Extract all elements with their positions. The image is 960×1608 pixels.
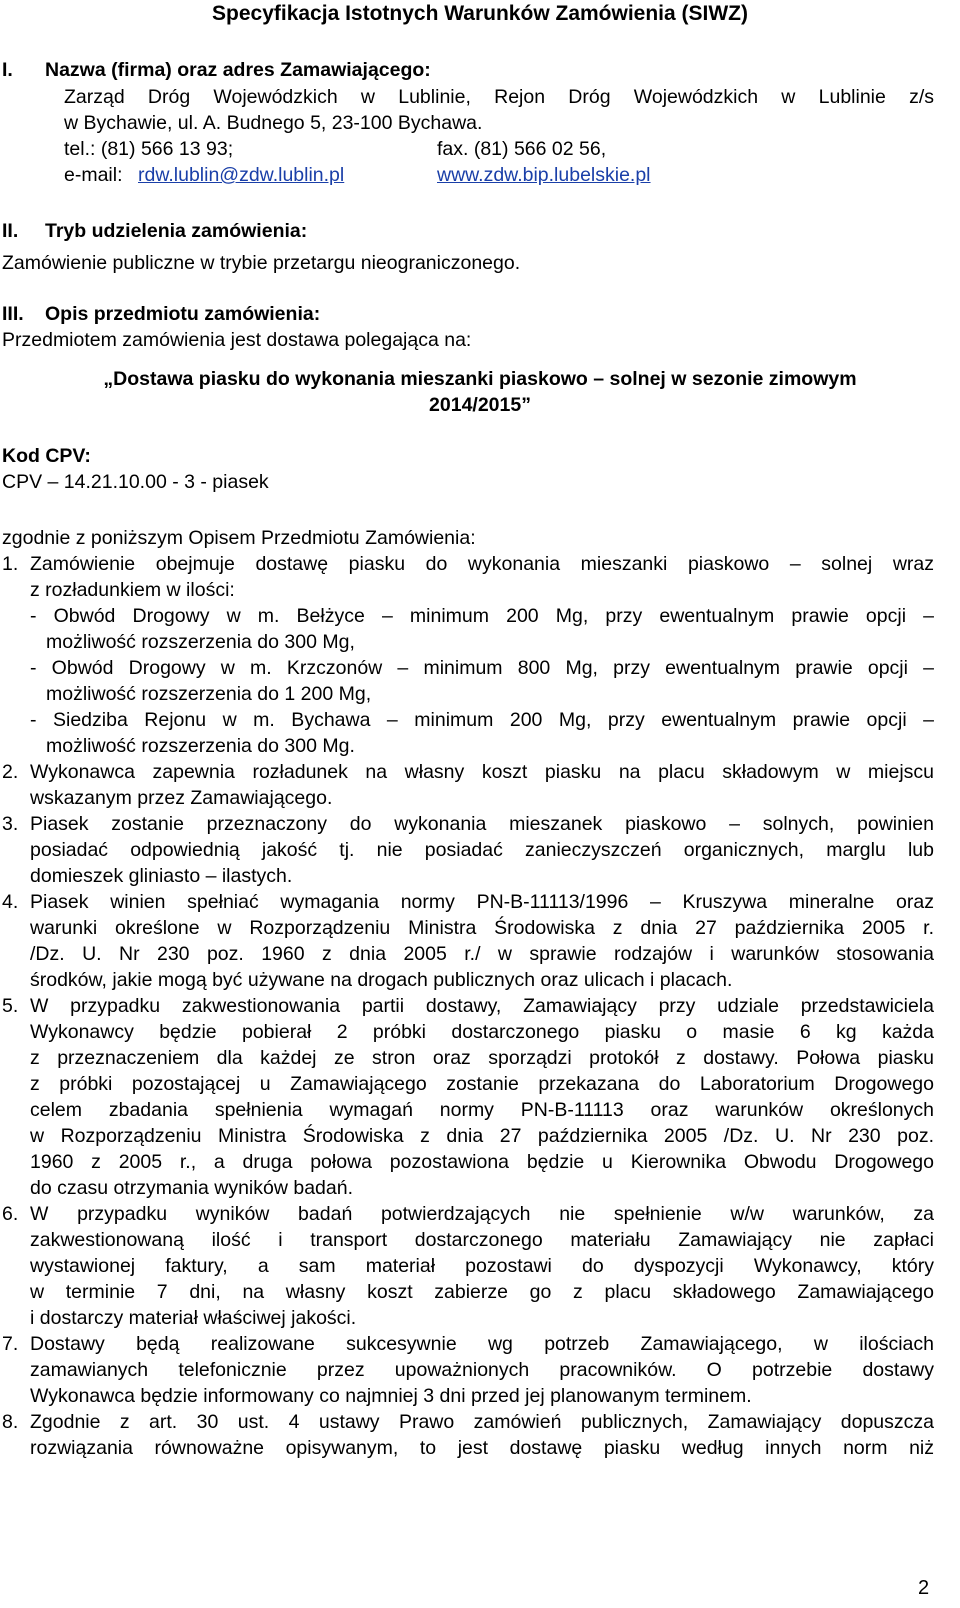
list-item-line: celem zbadania spełnienia wymagań normy PN-B-11113 oraz warunków określonych [30,1099,934,1121]
list-item-line: możliwość rozszerzenia do 300 Mg, [46,631,355,653]
list-item-line: /Dz. U. Nr 230 poz. 1960 z dnia 2005 r./ w sprawie rodzajów i warunków stosowania [30,943,934,965]
section-2-number: II. [2,220,19,242]
subject-title-line-1: „Dostawa piasku do wykonania mieszanki piaskowo – solnej w sezonie zimowym [103,368,857,390]
list-item-line: Wykonawca zapewnia rozładunek na własny koszt piasku na placu składowym w miejscu [30,761,934,783]
list-item-line: Piasek zostanie przeznaczony do wykonania mieszanek piaskowo – solnych, powinien [30,813,934,835]
list-item-number: 7. [2,1333,19,1355]
list-item-line: - Obwód Drogowy w m. Bełżyce – minimum 200 Mg, przy ewentualnym prawie opcji – [30,605,934,627]
section-3-number: III. [2,303,24,325]
list-item-line: - Obwód Drogowy w m. Krzczonów – minimum 800 Mg, przy ewentualnym prawie opcji – [30,657,934,679]
procedure-text: Zamówienie publiczne w trybie przetargu nieograniczonego. [2,252,521,274]
subject-title-line-2: 2014/2015” [429,394,531,416]
list-item-line: - Siedziba Rejonu w m. Bychawa – minimum 200 Mg, przy ewentualnym prawie opcji – [30,709,934,731]
list-item-line: wskazanym przez Zamawiającego. [30,787,333,809]
list-item-line: zakwestionowaną ilość i transport dostarczonego materiału Zamawiający nie zapłaci [30,1229,934,1251]
list-item-number: 6. [2,1203,19,1225]
address-line-2: w Bychawie, ul. A. Budnego 5, 23-100 Bychawa. [64,112,483,134]
fax-number: fax. (81) 566 02 56, [437,138,607,160]
list-item-line: W przypadku wyników badań potwierdzających nie spełnienie w/w warunków, za [30,1203,934,1225]
list-item-line: rozwiązania równoważne opisywanym, to jest dostawę piasku według innych norm niż [30,1437,934,1459]
document-title: Specyfikacja Istotnych Warunków Zamówienia (SIWZ) [212,2,748,25]
phone-number: tel.: (81) 566 13 93; [64,138,234,160]
website-link[interactable]: www.zdw.bip.lubelskie.pl [437,164,651,186]
list-item-line: Piasek winien spełniać wymagania normy PN-B-11113/1996 – Kruszywa mineralne oraz [30,891,934,913]
list-item-number: 3. [2,813,19,835]
list-item-line: z próbki pozostającej u Zamawiającego zostanie przekazana do Laboratorium Drogowego [30,1073,934,1095]
list-item-line: w terminie 7 dni, na własny koszt zabierze go z placu składowego Zamawiającego [30,1281,934,1303]
subject-intro: Przedmiotem zamówienia jest dostawa polegająca na: [2,329,472,351]
list-item-line: Zgodnie z art. 30 ust. 4 ustawy Prawo zamówień publicznych, Zamawiający dopuszcza [30,1411,934,1433]
address-line-1: Zarząd Dróg Wojewódzkich w Lublinie, Rejon Dróg Wojewódzkich w Lublinie z/s [64,86,934,108]
email-link[interactable]: rdw.lublin@zdw.lublin.pl [138,164,345,186]
list-item-number: 1. [2,553,19,575]
list-item-line: posiadać odpowiednią jakość tj. nie posiadać zanieczyszczeń organicznych, marglu lub [30,839,934,861]
list-item-line: możliwość rozszerzenia do 300 Mg. [46,735,355,757]
section-1-heading: Nazwa (firma) oraz adres Zamawiającego: [45,59,431,81]
section-2-heading: Tryb udzielenia zamówienia: [45,220,308,242]
list-item-number: 2. [2,761,19,783]
cpv-label: Kod CPV: [2,445,91,467]
cpv-code: CPV – 14.21.10.00 - 3 - piasek [2,471,269,493]
list-item-line: Dostawy będą realizowane sukcesywnie wg potrzeb Zamawiającego, w ilościach [30,1333,934,1355]
list-item-line: w Rozporządzeniu Ministra Środowiska z dnia 27 października 2005 /Dz. U. Nr 230 poz. [30,1125,934,1147]
list-item-line: W przypadku zakwestionowania partii dostawy, Zamawiający przy udziale przedstawiciela [30,995,934,1017]
section-1-number: I. [2,59,13,81]
list-item-number: 5. [2,995,19,1017]
page-number: 2 [918,1577,930,1599]
section-3-heading: Opis przedmiotu zamówienia: [45,303,321,325]
list-item-line: i dostarczy materiał właściwej jakości. [30,1307,357,1329]
list-item-line: domieszek gliniasto – ilastych. [30,865,293,887]
description-intro: zgodnie z poniższym Opisem Przedmiotu Zamówienia: [2,527,476,549]
list-item-number: 4. [2,891,19,913]
list-item-line: Zamówienie obejmuje dostawę piasku do wykonania mieszanki piaskowo – solnej wraz [30,553,934,575]
list-item-line: Wykonawca będzie informowany co najmniej 3 dni przed jej planowanym terminem. [30,1385,752,1407]
list-item-line: do czasu otrzymania wyników badań. [30,1177,353,1199]
list-item-line: 1960 z 2005 r., a druga połowa pozostawiona będzie u Kierownika Obwodu Drogowego [30,1151,934,1173]
list-item-line: wystawionej faktury, a sam materiał pozostawi do dyspozycji Wykonawcy, który [30,1255,934,1277]
list-item-line: warunki określone w Rozporządzeniu Ministra Środowiska z dnia 27 października 2005 r. [30,917,934,939]
list-item-line: możliwość rozszerzenia do 1 200 Mg, [46,683,372,705]
list-item-line: zamawianych telefonicznie przez upoważnionych pracowników. O potrzebie dostawy [30,1359,934,1381]
list-item-number: 8. [2,1411,19,1433]
list-item-line: Wykonawcy będzie pobierał 2 próbki dostarczonego piasku o masie 6 kg każda [30,1021,934,1043]
list-item-line: z rozładunkiem w ilości: [30,579,235,601]
email-label: e-mail: [64,164,123,186]
list-item-line: środków, jakie mogą być używane na drogach publicznych oraz ulicach i placach. [30,969,733,991]
list-item-line: z przeznaczeniem dla każdej ze stron oraz sporządzi protokół z dostawy. Połowa piasku [30,1047,934,1069]
